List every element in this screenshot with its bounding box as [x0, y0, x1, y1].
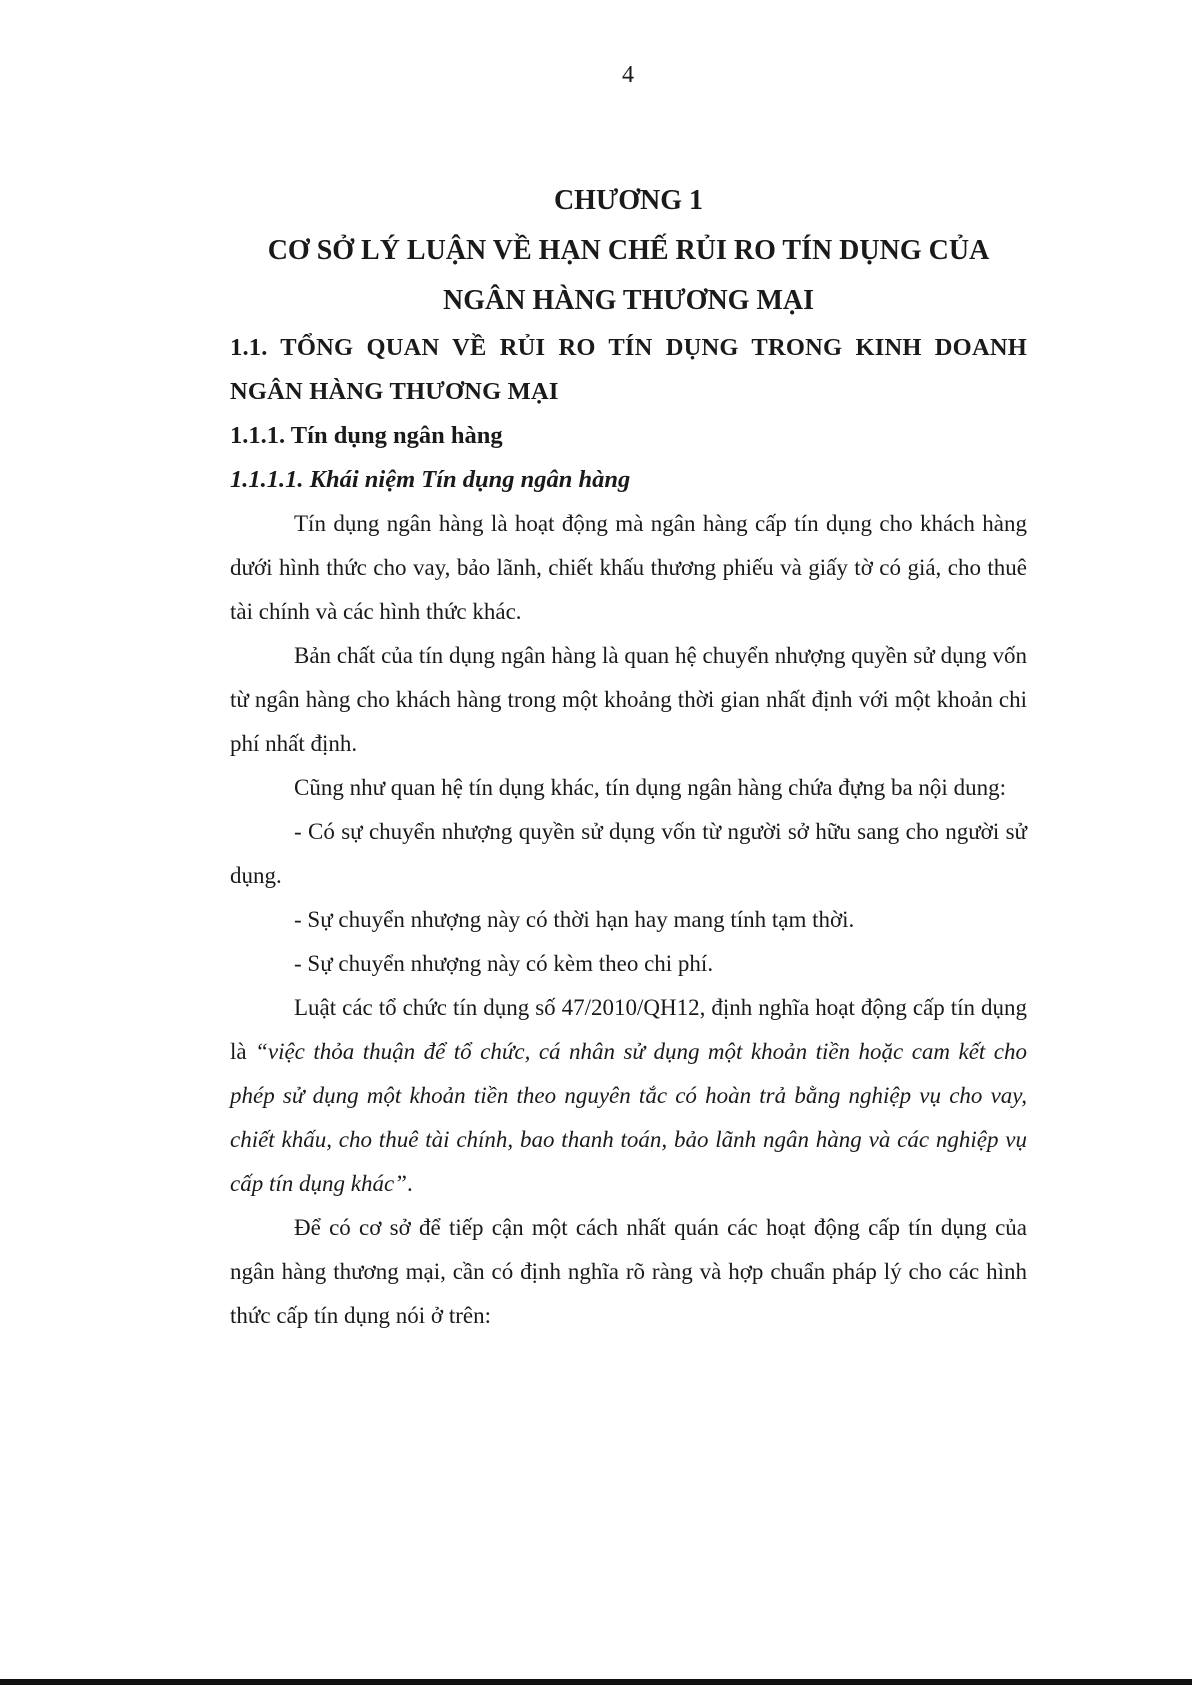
- paragraph-definition: Tín dụng ngân hàng là hoạt động mà ngân hàng cấp tín dụng cho khách hàng dưới hình thức cho vay, bảo lãnh, chiết khấu thương phiếu và giấy tờ có giá, cho thuê tài chính và các hình thức khác.: [230, 511, 1027, 624]
- paragraph-contents-intro: Cũng như quan hệ tín dụng khác, tín dụng ngân hàng chứa đựng ba nội dung:: [294, 775, 1006, 800]
- section-heading-1-1-line-2: NGÂN HÀNG THƯƠNG MẠI: [230, 378, 559, 405]
- chapter-label: CHƯƠNG 1: [553, 185, 704, 216]
- section-heading-1-1-1: 1.1.1. Tín dụng ngân hàng: [230, 422, 503, 449]
- chapter-title-line-1: CƠ SỞ LÝ LUẬN VỀ HẠN CHẾ RỦI RO TÍN DỤNG CỦA: [267, 235, 990, 266]
- paragraph-law-definition: [230, 986, 1027, 1206]
- bottom-border: [0, 1679, 1192, 1685]
- bullet-transfer-of-use: - Có sự chuyển nhượng quyền sử dụng vốn từ người sở hữu sang cho người sử dụng.: [230, 819, 1027, 888]
- law-definition-lead: Luật các tổ chức tín dụng số 47/2010/QH12, định nghĩa hoạt động cấp tín dụng là: [230, 995, 1027, 1064]
- section-heading-1-1-1-1: 1.1.1.1. Khái niệm Tín dụng ngân hàng: [230, 466, 631, 493]
- law-definition-quote: “việc thỏa thuận để tổ chức, cá nhân sử dụng một khoản tiền hoặc cam kết cho phép sử dụng một khoản tiền theo nguyên tắc có hoàn trả bằng nghiệp vụ cho vay, chiết khấu, cho thuê tài chính, bao thanh toán, bảo lãnh ngân hàng và các nghiệp vụ cấp tín dụng khác”: [230, 1039, 1027, 1196]
- paragraph-basis: Để có cơ sở để tiếp cận một cách nhất quán các hoạt động cấp tín dụng của ngân hàng thương mại, cần có định nghĩa rõ ràng và hợp chuẩn pháp lý cho các hình thức cấp tín dụng nói ở trên:: [230, 1215, 1027, 1328]
- bullet-cost: - Sự chuyển nhượng này có kèm theo chi phí.: [294, 951, 714, 976]
- page-content: [230, 176, 1027, 1338]
- section-heading-1-1-line-1: 1.1. TỔNG QUAN VỀ RỦI RO TÍN DỤNG TRONG KINH DOANH: [230, 334, 1027, 361]
- paragraph-nature: Bản chất của tín dụng ngân hàng là quan hệ chuyển nhượng quyền sử dụng vốn từ ngân hàng cho khách hàng trong một khoảng thời gian nhất định với một khoản chi phí nhất định.: [230, 643, 1027, 756]
- page-number: 4: [622, 62, 634, 88]
- bullet-temporary: - Sự chuyển nhượng này có thời hạn hay mang tính tạm thời.: [294, 907, 855, 932]
- law-definition-end: .: [406, 1171, 413, 1196]
- chapter-title-line-2: NGÂN HÀNG THƯƠNG MẠI: [443, 285, 814, 316]
- section-heading-1-1: [230, 326, 1027, 414]
